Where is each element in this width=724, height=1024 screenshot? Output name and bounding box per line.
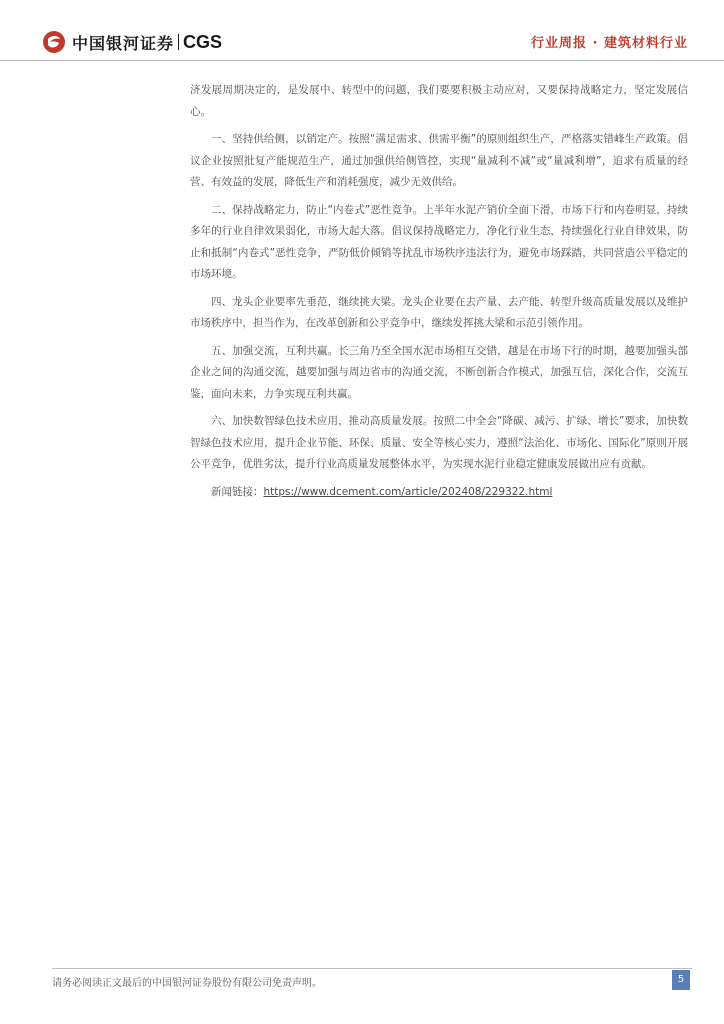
paragraph-item-1: 一、坚持供给侧，以销定产。按照“满足需求、供需平衡”的原则组织生产，严格落实错峰生产政策。倡议企业按照批复产能规范生产，通过加强供给侧管控，实现“量减利不减”或“量减利增”，追求有质量的经营、有效益的发展，降低生产和消耗强度，减少无效供给。 [190,133,688,188]
page-number-badge: 5 [672,970,690,990]
logo-chinese-name: 中国银河证券 [72,33,175,53]
company-logo [42,30,222,54]
logo-english-name: CGS [183,31,223,52]
news-link[interactable]: https://www.dcement.com/article/202408/229322.html [263,485,553,498]
footer-disclaimer: 请务必阅读正文最后的中国银河证券股份有限公司免责声明。 [52,978,322,989]
paragraph-item-2: 二、保持战略定力，防止“内卷式”恶性竞争。上半年水泥产销价全面下滑，市场下行和内卷明显，持续多年的行业自律效果弱化，市场大起大落。倡议保持战略定力，净化行业生态，持续强化行业自律效果，防止和抵制“内卷式”恶性竞争，严防低价倾销等扰乱市场秩序违法行为，避免市场踩踏，共同营造公平稳定的市场环境。 [190,203,688,280]
paragraph-item-5: 五、加强交流，互利共赢。长三角乃至全国水泥市场相互交错，越是在市场下行的时期，越要加强头部企业之间的沟通交流，越要加强与周边省市的沟通交流，不断创新合作模式，加强互信，深化合作，交流互鉴，面向未来，力争实现互利共赢。 [190,344,688,400]
news-link-line [190,482,688,503]
paragraph-item-6: 六、加快数智绿色技术应用，推动高质量发展。按照二中全会“降碳、减污、扩绿、增长”要求，加快数智绿色技术应用，提升企业节能、环保、质量、安全等核心实力，遵照“法治化、市场化、国际化”原则开展公平竞争，优胜劣汰，提升行业高质量发展整体水平，为实现水泥行业稳定健康发展做出应有贡献。 [190,415,688,470]
report-type-label: 行业周报 · 建筑材料行业 [531,36,688,51]
logo-divider [178,34,179,50]
footer-divider [52,968,692,969]
header-divider [0,60,724,61]
paragraph-continuation: 济发展周期决定的，是发展中、转型中的问题，我们要要积极主动应对，又要保持战略定力，坚定发展信心。 [190,84,688,118]
main-content [190,80,688,503]
news-link-label: 新闻链接： [211,485,264,498]
page-header [0,0,724,62]
paragraph-item-4: 四、龙头企业要率先垂范，继续挑大梁。龙头企业要在去产量、去产能、转型升级高质量发展以及维护市场秩序中，担当作为，在改革创新和公平竞争中，继续发挥挑大梁和示范引领作用。 [190,295,688,329]
cgs-logo-icon [42,30,66,54]
